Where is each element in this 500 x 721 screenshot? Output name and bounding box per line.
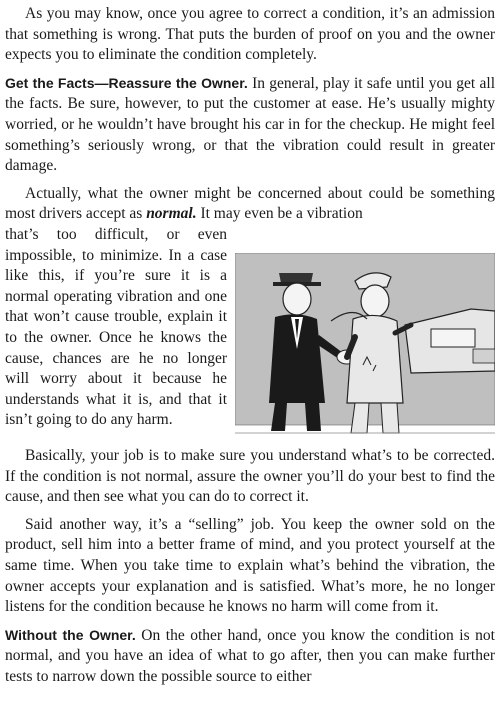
hat-icon — [279, 273, 313, 283]
paragraph-4: Basically, your job is to make sure you understand what’s to be corrected. If the condition is not normal, assure the owner you’ll do your best to find the cause, and then see what you can do to correct it. — [5, 446, 495, 506]
paragraph-6 — [5, 625, 495, 688]
paragraph-3-wrap: that’s too difficult, or even impossible, to minimize. In a case like this, if you’re sure it is a normal operating vibration and one that won’t cause trouble, explain it to the owner. Once he knows the cause, chances are he no longer will worry about it because he understands what it is, and that it isn’t going to do any harm. — [5, 225, 227, 429]
paragraph-3-tail: It may even be a vibration — [196, 205, 363, 223]
section-heading-without-the-owner: Without the Owner. — [5, 626, 136, 643]
wrap-text-column — [5, 225, 227, 431]
paragraph-3-lead-text: Actually, what the owner might be concerned about could be something most drivers accept as — [5, 184, 495, 223]
paragraph-2-body: In general, play it safe until you get all the facts. Be sure, however, to put the customer at ease. He’s usually mighty worried, or he wouldn’t have brought his car in for the checkup. He might feel something’s seriously wrong, or that the vibration could result in greater damage. — [5, 74, 495, 175]
paragraph-3-lead — [5, 184, 495, 225]
face-icon — [283, 283, 311, 315]
overalls-icon — [347, 315, 403, 403]
paragraph-1: As you may know, once you agree to correct a condition, it’s an admission that something is wrong. That puts the burden of proof on you and the owner expects you to eliminate the condition completely. — [5, 5, 495, 64]
paragraph-5: Said another way, it’s a “selling” job. You keep the owner sold on the product, sell him into a better frame of mind, and you protect yourself at the same time. When you take time to explain what’s behind the vibration, the owner accepts your explanation and is satisfied. What’s more, he no longer listens for the condition because he knows no harm will come from it. — [5, 515, 495, 616]
illustration-wrap-block — [5, 225, 495, 439]
paragraph-6-body: On the other hand, once you know the condition is not normal, and you have an idea of what to go after, then you can make further tests to narrow down the possible source to either — [5, 626, 495, 685]
handshake-illustration — [235, 253, 495, 443]
paragraph-2 — [5, 73, 495, 177]
document-page — [5, 4, 495, 687]
section-heading-get-the-facts: Get the Facts—Reassure the Owner. — [5, 74, 248, 91]
emphasis-normal: normal. — [146, 205, 197, 223]
